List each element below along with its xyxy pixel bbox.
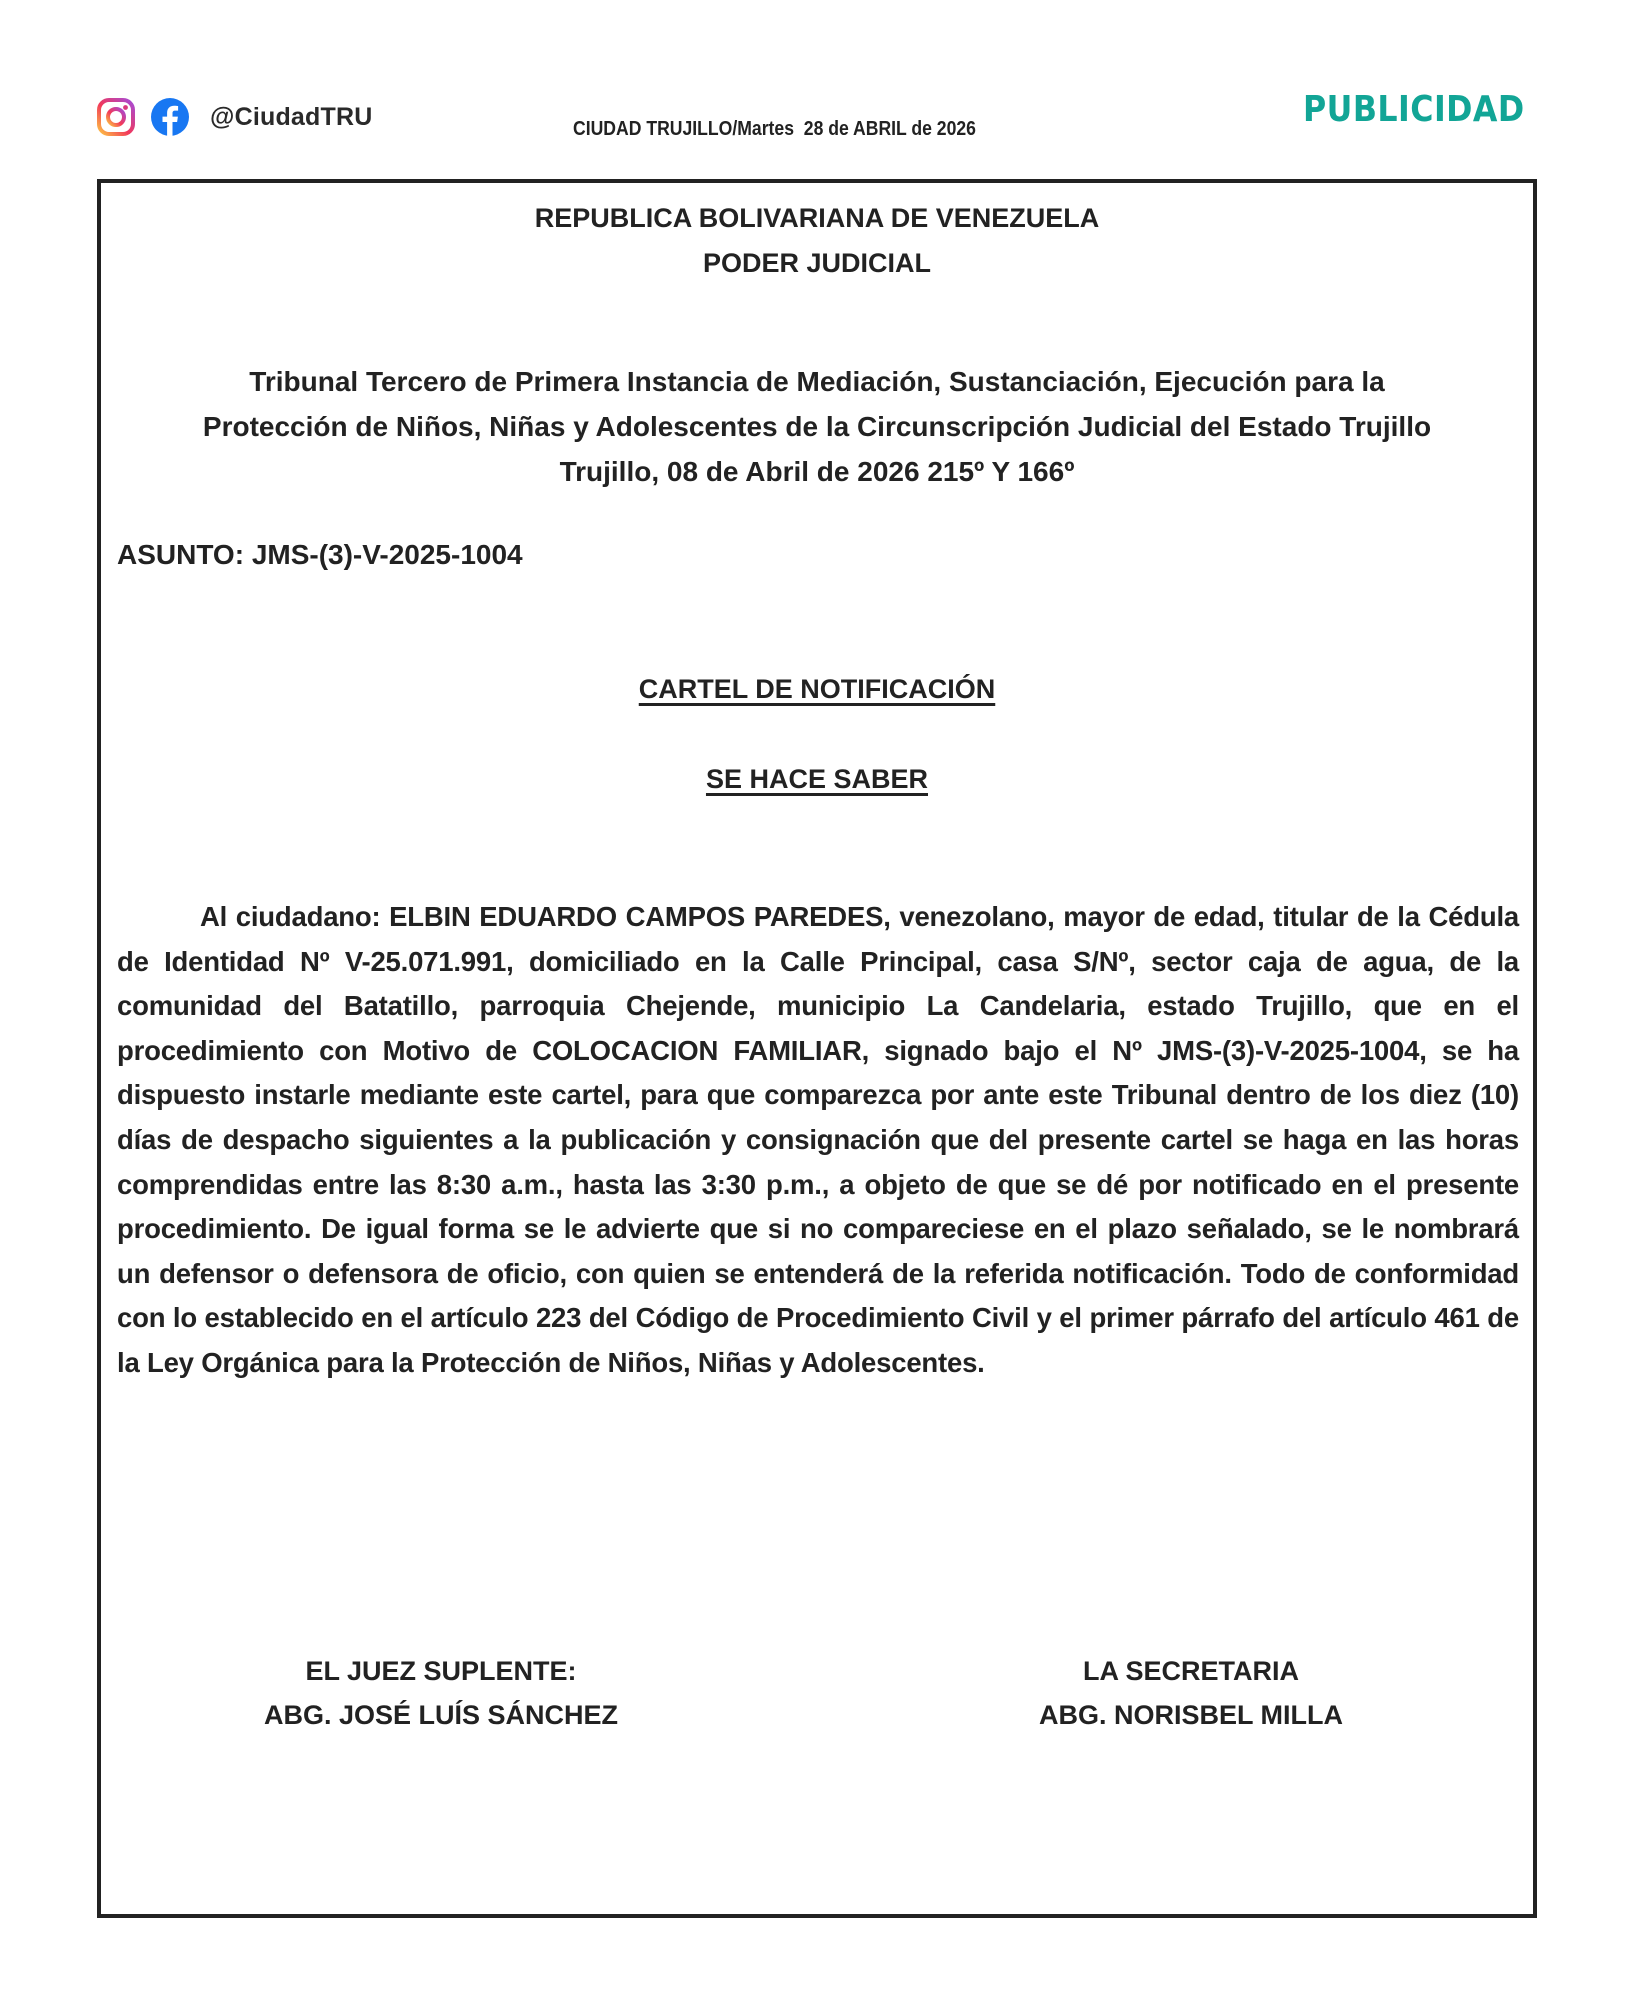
republic-heading: REPUBLICA BOLIVARIANA DE VENEZUELA — [534, 203, 1100, 233]
signature-secretary — [981, 1649, 1401, 1737]
notice-subtitle: SE HACE SABER — [705, 764, 929, 794]
notice-title: CARTEL DE NOTIFICACIÓN — [638, 674, 996, 704]
signature-role: EL JUEZ SUPLENTE: — [305, 1656, 577, 1686]
notice-frame — [97, 179, 1537, 1918]
signature-judge — [231, 1649, 651, 1737]
court-date-line: Trujillo, 08 de Abril de 2026 215º Y 166º — [559, 456, 1075, 487]
section-label: PUBLICIDAD — [1303, 89, 1525, 130]
court-line-1: Tribunal Tercero de Primera Instancia de Mediación, Sustanciación, Ejecución para la — [249, 366, 1385, 397]
newspaper-header — [0, 0, 1634, 170]
branch-heading: PODER JUDICIAL — [702, 248, 932, 278]
signature-role: LA SECRETARIA — [1083, 1656, 1299, 1686]
case-number: ASUNTO: JMS-(3)-V-2025-1004 — [117, 539, 523, 570]
facebook-icon[interactable] — [150, 97, 190, 137]
court-line-2: Protección de Niños, Niñas y Adolescentes de la Circunscripción Judicial del Estado Trujillo — [202, 411, 1432, 442]
judicial-notice — [101, 183, 1533, 1914]
instagram-icon[interactable] — [96, 97, 136, 137]
signature-name: ABG. JOSÉ LUÍS SÁNCHEZ — [263, 1700, 619, 1730]
signature-name: ABG. NORISBEL MILLA — [1038, 1700, 1343, 1730]
social-handle[interactable]: @CiudadTRU — [210, 102, 373, 131]
social-links — [96, 97, 372, 137]
notice-body: Al ciudadano: ELBIN EDUARDO CAMPOS PAREDES, venezolano, mayor de edad, titular de la Cédula de Identidad Nº V-25.071.991, domiciliado en la Calle Principal, casa S/Nº, sector caja de agua, de la comunidad del Batatillo, parroquia Chejende, municipio La Candelaria, estado Trujillo, que en el procedimiento con Motivo de COLOCACION FAMILIAR, signado bajo el Nº JMS-(3)-V-2025-1004, se ha dispuesto instarle mediante este cartel, para que comparezca por ante este Tribunal dentro de los diez (10) días de despacho siguientes a la publicación y consignación que del presente cartel se haga en las horas comprendidas entre las 8:30 a.m., hasta las 3:30 p.m., a objeto de que se dé por notificado en el presente procedimiento. De igual forma se le advierte que si no compareciese en el plazo señalado, se le nombrará un defensor o defensora de oficio, con quien se entenderá de la referida notificación. Todo de conformidad con lo establecido en el artículo 223 del Código de Procedimiento Civil y el primer párrafo del artículo 461 de la Ley Orgánica para la Protección de Niños, Niñas y Adolescentes. — [117, 901, 1519, 1378]
dateline: CIUDAD TRUJILLO/Martes 28 de ABRIL de 2026 — [573, 118, 976, 140]
